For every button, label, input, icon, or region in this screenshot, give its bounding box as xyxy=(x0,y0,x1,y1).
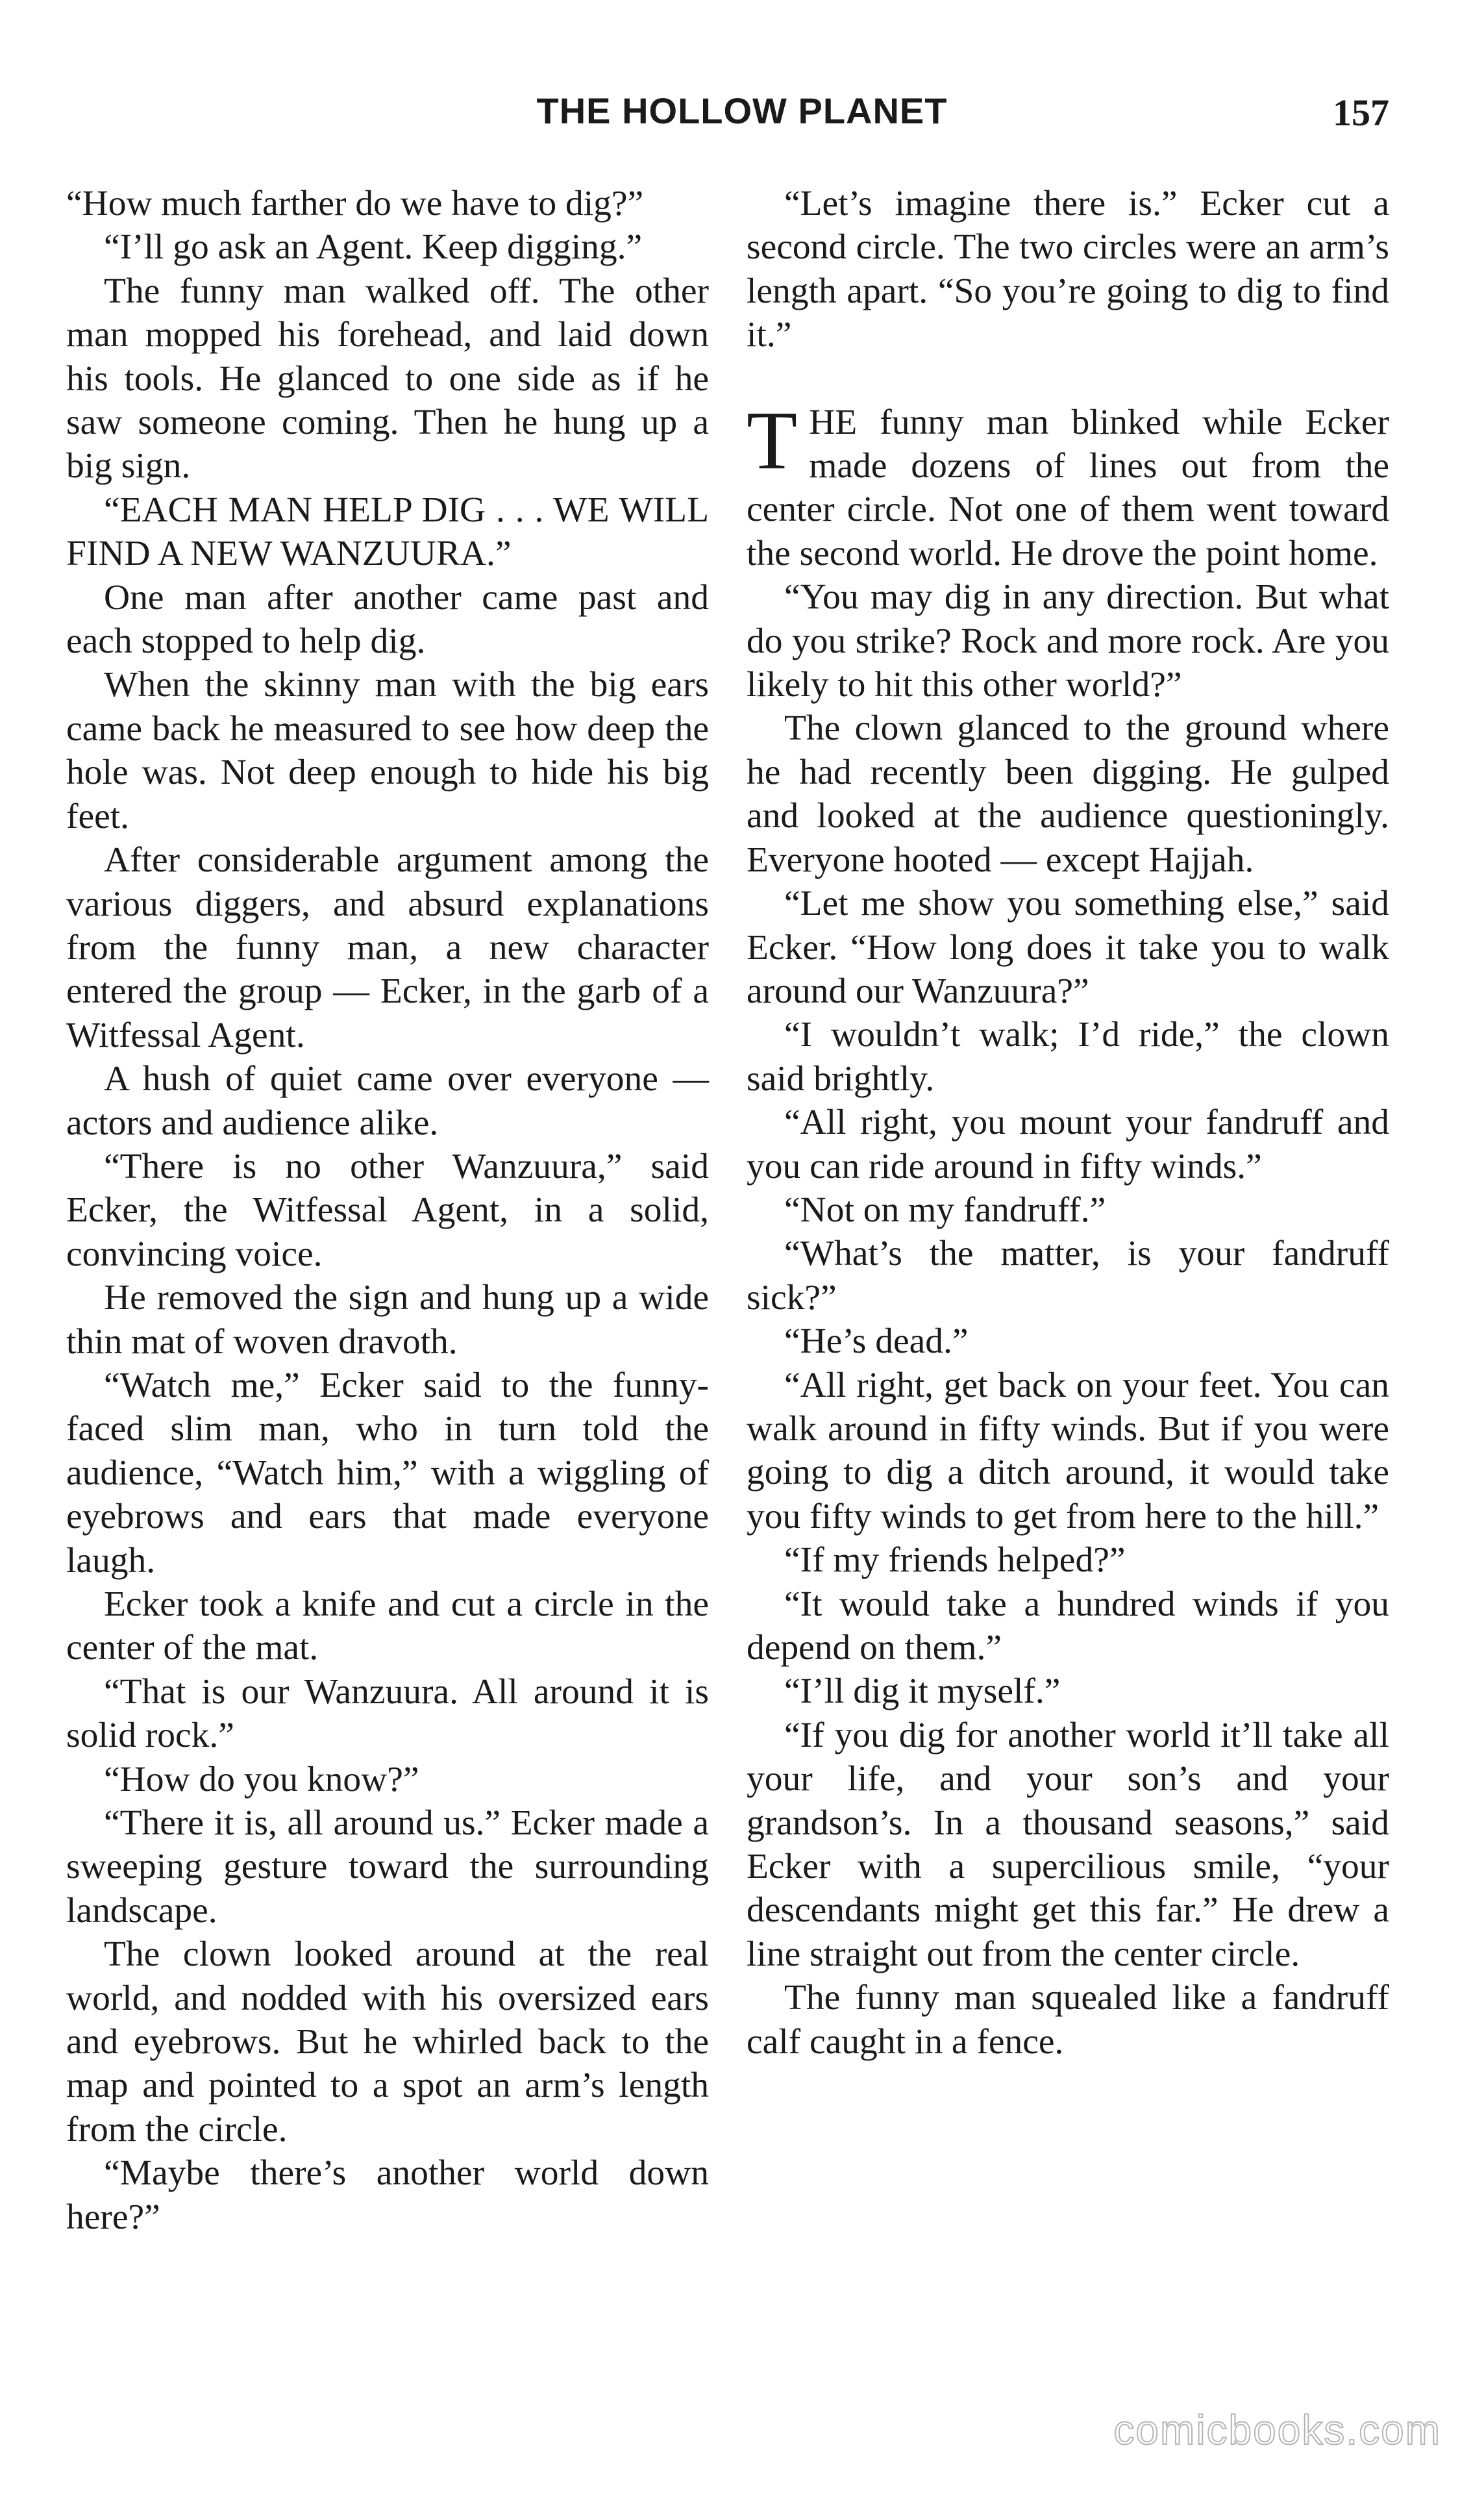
paragraph: “There it is, all around us.” Ecker made a sweeping gesture toward the surrounding landscape. xyxy=(66,1803,709,1931)
right-column xyxy=(747,182,1389,2064)
paragraph: “You may dig in any direction. But what do you strike? Rock and more rock. Are you likely to hit this other world?” xyxy=(747,577,1389,705)
paragraph: “All right, you mount your fandruff and you can ride around in fifty winds.” xyxy=(747,1103,1389,1186)
paragraph: Ecker took a knife and cut a circle in the center of the mat. xyxy=(66,1584,709,1668)
paragraph: “Not on my fandruff.” xyxy=(784,1190,1106,1230)
paragraph: “Watch me,” Ecker said to the funny-faced slim man, who in turn told the audience, “Watch him,” with a wiggling of eyebrows and ears that made everyone laugh. xyxy=(66,1365,709,1581)
paragraph: “If you dig for another world it’ll take all your life, and your son’s and your grandson’s. In a thousand seasons,” said Ecker with a supercilious smile, “your descendants might get this far.” He drew a line straight out from the center circle. xyxy=(747,1715,1389,1974)
paragraph: “What’s the matter, is your fandruff sick?” xyxy=(747,1234,1389,1318)
paragraph: “I’ll go ask an Agent. Keep digging.” xyxy=(104,227,643,268)
paragraph: The clown looked around at the real world, and nodded with his oversized ears and eyebrows. But he whirled back to the map and pointed to a spot an arm’s length from the circle. xyxy=(66,1934,709,2149)
paragraph: The funny man squealed like a fandruff calf caught in a fence. xyxy=(747,1978,1389,2062)
paragraph: After considerable argument among the various diggers, and absurd explanations from the funny man, a new character entered the group — Ecker, in the garb of a Witfessal Agent. xyxy=(66,840,709,1055)
watermark: comicbooks.com xyxy=(1113,2407,1441,2453)
paragraph: He removed the sign and hung up a wide thin mat of woven dravoth. xyxy=(66,1278,709,1362)
paragraph: “I wouldn’t walk; I’d ride,” the clown said brightly. xyxy=(747,1015,1389,1099)
paragraph: “Let me show you something else,” said Ecker. “How long does it take you to walk around our Wanzuura?” xyxy=(747,884,1389,1011)
paragraph: “It would take a hundred winds if you depend on them.” xyxy=(747,1584,1389,1668)
paragraph: A hush of quiet came over everyone — actors and audience alike. xyxy=(66,1059,709,1143)
paragraph: The clown glanced to the ground where he had recently been digging. He gulped and looked at the audience questioningly. Everyone hooted — except Hajjah. xyxy=(747,708,1389,880)
section-opening-paragraph xyxy=(747,394,1389,576)
running-title: THE HOLLOW PLANET xyxy=(536,90,948,131)
paragraph: “How do you know?” xyxy=(104,1759,419,1799)
paragraph: “If my friends helped?” xyxy=(784,1540,1126,1581)
paragraph: “EACH MAN HELP DIG . . . WE WILL FIND A NEW WANZUURA.” xyxy=(66,490,709,574)
paragraph: “There is no other Wanzuura,” said Ecker, the Witfessal Agent, in a solid, convincing voice. xyxy=(66,1146,709,1274)
paragraph: “How much farther do we have to dig?” xyxy=(66,184,644,223)
paragraph: “All right, get back on your feet. You can walk around in fifty winds. But if you were going to dig a ditch around, it would take you fifty winds to get from here to the hill.” xyxy=(747,1365,1389,1536)
paragraph: “Let’s imagine there is.” Ecker cut a second circle. The two circles were an arm’s length apart. “So you’re going to dig to find it.” xyxy=(747,184,1389,355)
paragraph: The funny man walked off. The other man mopped his forehead, and laid down his tools. He glanced to one side as if he saw someone coming. Then he hung up a big sign. xyxy=(66,271,709,486)
drop-cap-paragraph-text: HE funny man blinked while Ecker made dozens of lines out from the center circle. Not one of them went toward the second world. He drove the point home. xyxy=(747,402,1389,573)
paragraph: “That is our Wanzuura. All around it is solid rock.” xyxy=(66,1671,709,1756)
drop-cap: T xyxy=(747,394,798,486)
paragraph: “He’s dead.” xyxy=(784,1321,969,1362)
paragraph: One man after another came past and each stopped to help dig. xyxy=(66,577,709,662)
page-number: 157 xyxy=(1333,92,1389,134)
paragraph: “Maybe there’s another world down here?” xyxy=(66,2153,709,2237)
paragraph: “I’ll dig it myself.” xyxy=(784,1671,1061,1712)
left-column xyxy=(66,182,709,2239)
paragraph: When the skinny man with the big ears came back he measured to see how deep the hole was. Not deep enough to hide his big feet. xyxy=(66,665,709,836)
